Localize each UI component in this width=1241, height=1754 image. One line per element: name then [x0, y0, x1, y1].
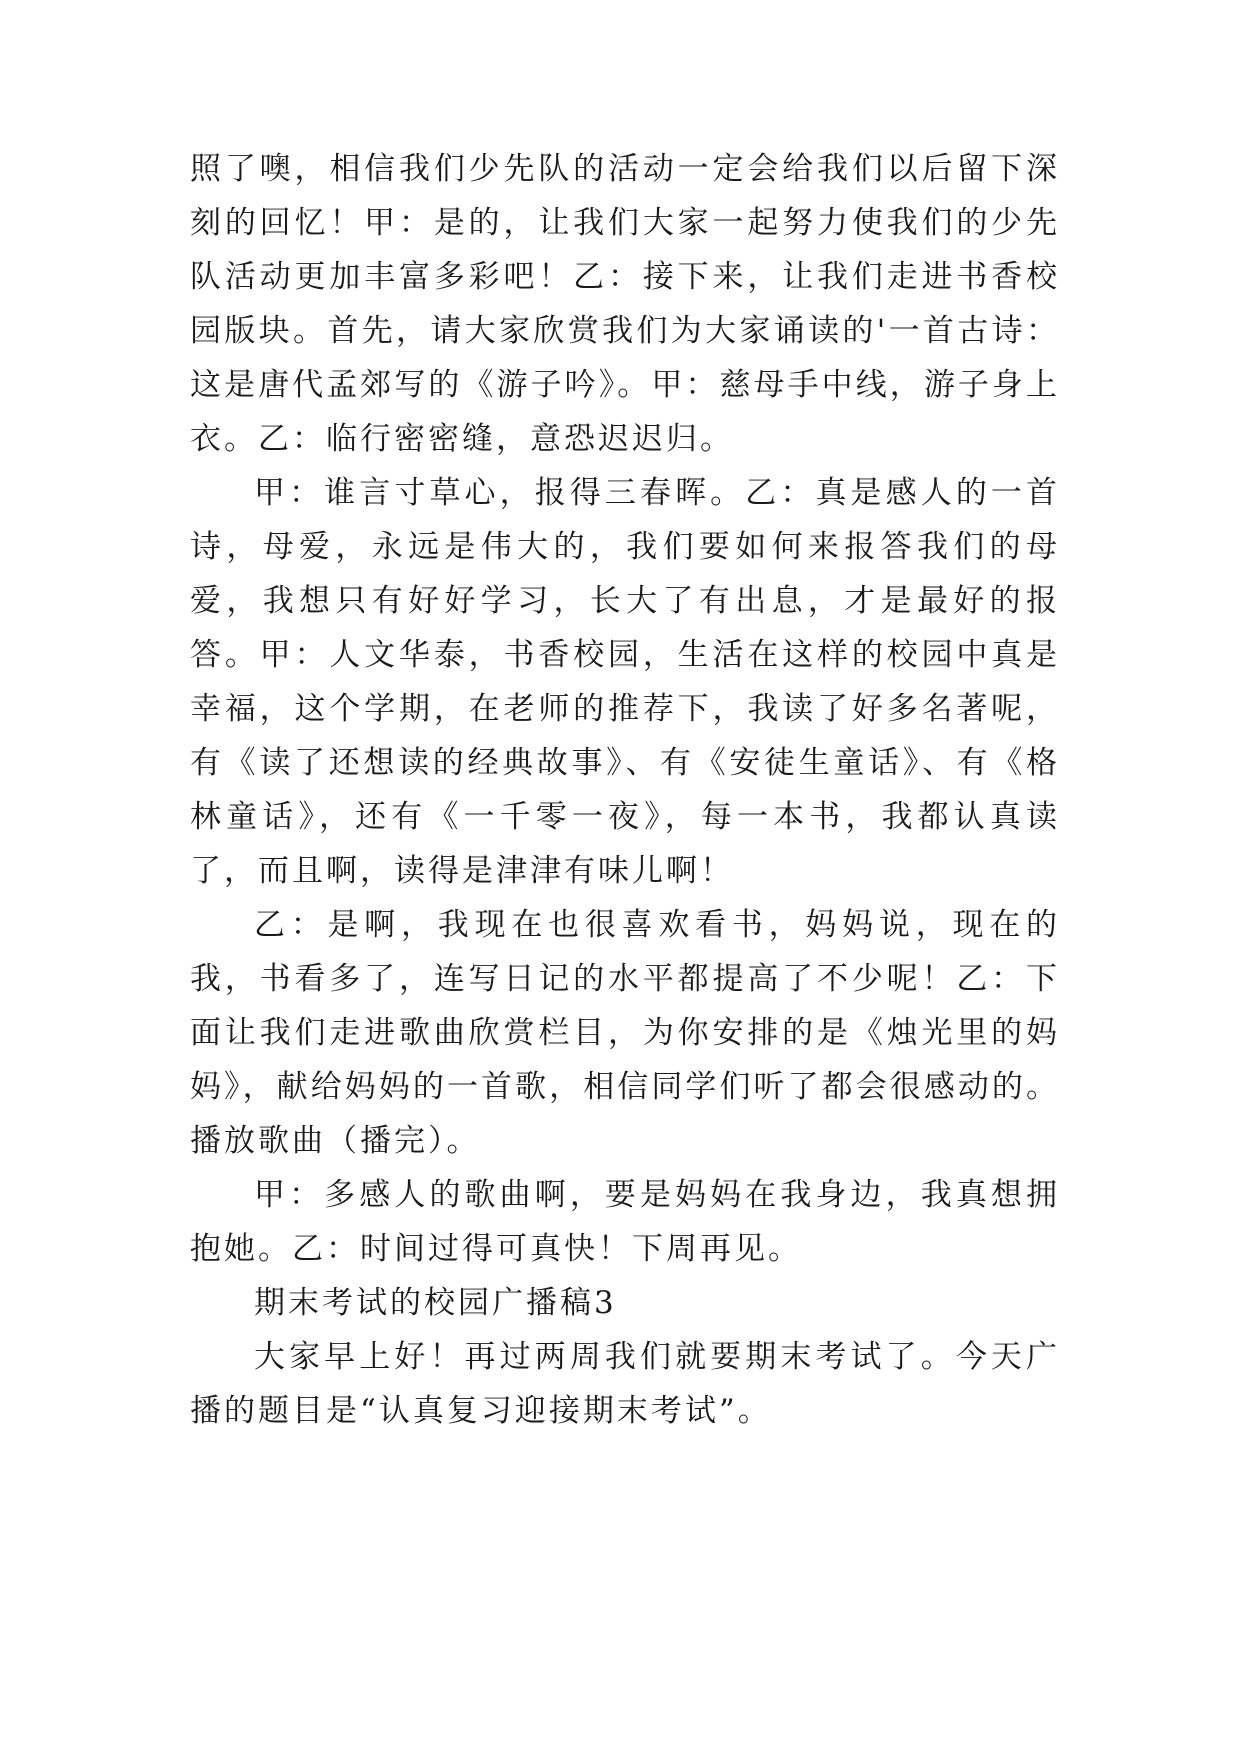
paragraph-3: 乙：是啊，我现在也很喜欢看书，妈妈说，现在的我，书看多了，连写日记的水平都提高了不少呢！乙：下面让我们走进歌曲欣赏栏目，为你安排的是《烛光里的妈妈》，献给妈妈的一首歌，相信同学们听了都会很感动的。播放歌曲（播完）。 — [190, 907, 1060, 1159]
paragraph-2: 甲：谁言寸草心，报得三春晖。乙：真是感人的一首诗，母爱，永远是伟大的，我们要如何来报答我们的母爱，我想只有好好学习，长大了有出息，才是最好的报答。甲：人文华泰，书香校园，生活在这样的校园中真是幸福，这个学期，在老师的推荐下，我读了好多名著呢，有《读了还想读的经典故事》、有《安徒生童话》、有《格林童话》，还有《一千零一夜》，每一本书，我都认真读了，而且啊，读得是津津有味儿啊！ — [190, 475, 1060, 889]
paragraph-1: 照了噢，相信我们少先队的活动一定会给我们以后留下深刻的回忆！甲：是的，让我们大家一起努力使我们的少先队活动更加丰富多彩吧！乙：接下来，让我们走进书香校园版块。首先，请大家欣赏我们为大家诵读的'一首古诗：这是唐代孟郊写的《游子吟》。甲：慈母手中线，游子身上衣。乙：临行密密缝，意恐迟迟归。 — [190, 151, 1060, 457]
section-heading: 期末考试的校园广播稿3 — [254, 1285, 617, 1321]
paragraph-5: 大家早上好！再过两周我们就要期末考试了。今天广播的题目是“认真复习迎接期末考试”。 — [190, 1339, 1060, 1429]
document-body — [190, 142, 1060, 1438]
paragraph-4: 甲：多感人的歌曲啊，要是妈妈在我身边，我真想拥抱她。乙：时间过得可真快！下周再见。 — [190, 1177, 1060, 1267]
